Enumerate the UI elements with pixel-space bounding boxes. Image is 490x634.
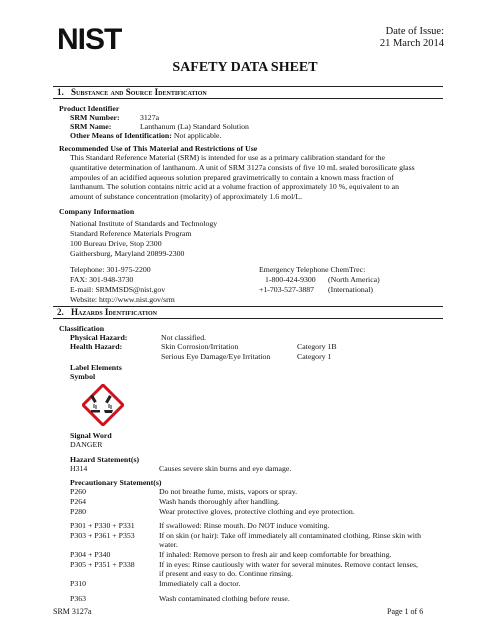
section-2-number: 2.	[57, 307, 64, 317]
company-line: 100 Bureau Drive, Stop 2300	[70, 239, 162, 248]
precautionary-heading: Precautionary Statement(s)	[70, 478, 162, 487]
other-means-label: Other Means of Identification:	[70, 131, 172, 140]
health-hazard-label: Health Hazard:	[70, 342, 123, 351]
precaution-code: P310	[70, 579, 87, 588]
hazard-statement-text: Causes severe skin burns and eye damage.	[159, 464, 292, 473]
precaution-text: Wear protective gloves, protective clothing and eye protection.	[159, 507, 355, 516]
precaution-text: If inhaled: Remove person to fresh air and keep comfortable for breathing.	[159, 550, 392, 559]
date-of-issue	[380, 26, 444, 50]
srm-number-label: SRM Number:	[70, 113, 120, 122]
precaution-code: P260	[70, 487, 87, 496]
recommended-use-line: This Standard Reference Material (SRM) is intended for use as a primary calibration standard for the	[70, 153, 386, 162]
hazard-statement-code: H314	[70, 464, 88, 473]
classification-heading: Classification	[59, 324, 105, 333]
precaution-text: water.	[159, 540, 178, 549]
emergency-intl-number: +1-703-527-3887	[259, 285, 315, 294]
section-2-header	[53, 306, 443, 319]
fax: FAX: 301-948-3730	[70, 275, 134, 284]
precaution-text: Wash contaminated clothing before reuse.	[159, 594, 290, 603]
company-line: National Institute of Standards and Technology	[70, 219, 218, 228]
corrosion-pictogram-icon	[82, 384, 124, 426]
recommended-use-heading: Recommended Use of This Material and Restrictions of Use	[59, 144, 258, 153]
product-identifier-heading: Product Identifier	[59, 104, 120, 113]
date-label: Date of Issue:	[385, 26, 444, 37]
label-elements-heading: Label Elements	[70, 363, 122, 372]
company-line: Gaithersburg, Maryland 20899-2300	[70, 249, 185, 258]
precaution-code: P303 + P361 + P353	[70, 531, 135, 540]
precaution-text: If swallowed: Rinse mouth. Do NOT induce vomiting.	[159, 521, 330, 530]
emergency-intl-label: (International)	[328, 285, 374, 294]
signal-word-label: Signal Word	[70, 431, 112, 440]
svg-text:NIST: NIST	[57, 23, 122, 53]
section-2-title: Hazards Identification	[71, 307, 157, 317]
section-1-number: 1.	[57, 87, 64, 97]
company-line: Standard Reference Materials Program	[70, 229, 192, 238]
precaution-text: If on skin (or hair): Take off immediately all contaminated clothing. Rinse skin with	[159, 531, 422, 540]
recommended-use-line: ampoules of an acidified aqueous solution prepared gravimetrically to contain a known mass fraction of	[70, 172, 394, 182]
recommended-use-line: amount of substance concentration (molarity) of approximately 1.6 mol/L.	[70, 192, 303, 202]
other-means-value: Not applicable.	[173, 131, 222, 140]
precaution-text: Do not breathe fume, mists, vapors or spray.	[159, 487, 298, 496]
precaution-code: P301 + P330 + P331	[70, 521, 135, 530]
hazard-statements-heading: Hazard Statement(s)	[70, 455, 140, 464]
website-link[interactable]: Website: http://www.nist.gov/srm	[70, 295, 175, 304]
emergency-heading: Emergency Telephone ChemTrec:	[259, 265, 366, 274]
document-title: SAFETY DATA SHEET	[172, 60, 318, 75]
precaution-text: If in eyes: Rinse cautiously with water for several minutes. Remove contact lenses,	[159, 560, 418, 569]
section-1-title: Substance and Source Identification	[71, 87, 207, 97]
physical-hazard-value: Not classified.	[161, 333, 207, 342]
srm-name-label: SRM Name:	[70, 122, 112, 131]
email-link[interactable]: E-mail: SRMMSDS@nist.gov	[70, 285, 166, 294]
signal-word-value: DANGER	[70, 440, 103, 449]
srm-number-value: 3127a	[140, 113, 160, 122]
physical-hazard-label: Physical Hazard:	[70, 333, 128, 342]
recommended-use-line: quantitative determination of lanthanum. A unit of SRM 3127a consists of five 10 mL sealed borosilicate glass	[70, 162, 415, 172]
health-hazard-category: Category 1	[297, 352, 332, 361]
date-value: 21 March 2014	[379, 38, 444, 49]
precaution-code: P304 + P340	[70, 550, 111, 559]
section-1-header	[53, 86, 443, 99]
company-contacts	[70, 265, 175, 305]
precaution-code: P264	[70, 497, 87, 506]
emergency-na-label: (North America)	[328, 275, 380, 284]
health-hazard-name: Skin Corrosion/Irritation	[161, 342, 239, 351]
precaution-text: Immediately call a doctor.	[159, 579, 241, 588]
emergency-na-number: 1-800-424-9300	[265, 275, 316, 284]
precaution-text: Wash hands thoroughly after handling.	[159, 497, 280, 506]
precaution-text: if present and easy to do. Continue rinsing.	[159, 569, 294, 578]
footer-page-number: Page 1 of 6	[387, 607, 424, 616]
health-hazard-category: Category 1B	[297, 342, 337, 351]
precaution-code: P280	[70, 507, 87, 516]
srm-name-value: Lanthanum (La) Standard Solution	[140, 122, 249, 131]
precaution-code: P305 + P351 + P338	[70, 560, 135, 569]
company-heading: Company Information	[59, 207, 135, 216]
other-means-row	[70, 131, 221, 141]
telephone: Telephone: 301-975-2200	[70, 265, 151, 274]
nist-logo	[57, 23, 123, 53]
company-address	[70, 219, 217, 259]
recommended-use-text	[70, 153, 445, 202]
symbol-label: Symbol	[70, 372, 96, 381]
precaution-code: P363	[70, 594, 87, 603]
footer-srm: SRM 3127a	[53, 607, 92, 616]
recommended-use-line: lanthanum. The solution contains nitric acid at a volume fraction of approximately 10 %, equivalent to an	[70, 182, 399, 192]
health-hazard-name: Serious Eye Damage/Eye Irritation	[161, 352, 271, 361]
